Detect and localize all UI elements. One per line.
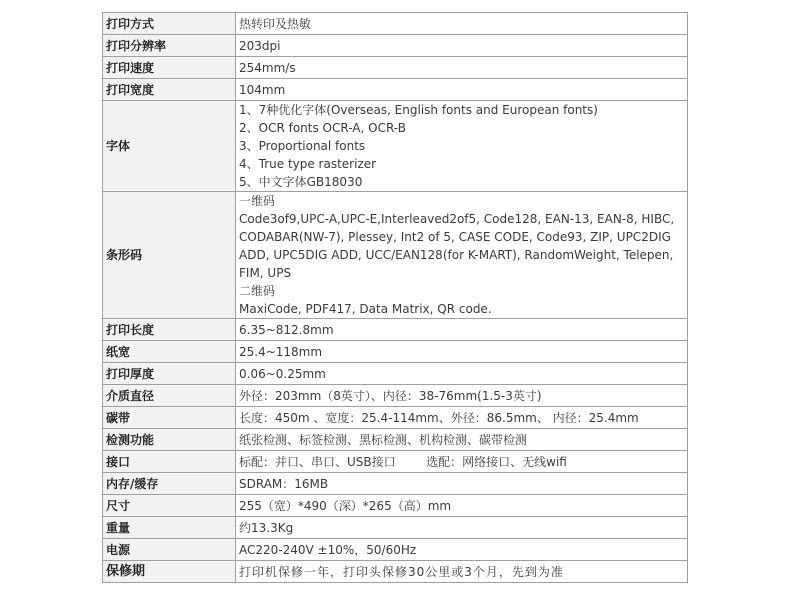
value-memory — [236, 473, 688, 495]
value-line: 254mm/s — [239, 60, 296, 75]
value-line: 3、Proportional fonts — [239, 139, 366, 153]
value-print-method — [236, 13, 688, 35]
value-line: 1、7种优化字体(Overseas, English fonts and European fonts) — [239, 103, 598, 117]
value-line: 203dpi — [239, 38, 281, 53]
row-print-length — [103, 319, 688, 341]
label-media-diameter: 介质直径 — [103, 385, 236, 407]
value-line: 一维码 — [239, 194, 276, 208]
label-print-method: 打印方式 — [103, 13, 236, 35]
row-ribbon — [103, 407, 688, 429]
value-line: 6.35~812.8mm — [239, 322, 334, 337]
row-fonts — [103, 101, 688, 192]
label-fonts: 字体 — [103, 101, 236, 192]
value-line: 打印机保修一年，打印头保修30公里或3个月，先到为准 — [239, 564, 564, 579]
value-paper-width — [236, 341, 688, 363]
row-print-speed — [103, 57, 688, 79]
row-media-diameter — [103, 385, 688, 407]
value-line: 255（宽）*490（深）*265（高）mm — [239, 498, 452, 513]
value-line: 外径：203mm（8英寸）、内径：38-76mm(1.5-3英寸) — [239, 388, 542, 403]
label-power: 电源 — [103, 539, 236, 561]
value-power — [236, 539, 688, 561]
value-barcodes — [236, 192, 688, 319]
value-weight — [236, 517, 688, 539]
label-detection: 检测功能 — [103, 429, 236, 451]
value-media-diameter — [236, 385, 688, 407]
label-print-thickness: 打印厚度 — [103, 363, 236, 385]
row-resolution — [103, 35, 688, 57]
row-dimensions — [103, 495, 688, 517]
value-resolution — [236, 35, 688, 57]
row-print-method — [103, 13, 688, 35]
label-interface: 接口 — [103, 451, 236, 473]
row-print-thickness — [103, 363, 688, 385]
label-dimensions: 尺寸 — [103, 495, 236, 517]
row-memory — [103, 473, 688, 495]
value-line: FIM, UPS — [239, 266, 292, 280]
value-print-length — [236, 319, 688, 341]
value-line: 约13.3Kg — [239, 520, 294, 535]
label-memory: 内存/缓存 — [103, 473, 236, 495]
label-barcodes: 条形码 — [103, 192, 236, 319]
label-resolution: 打印分辨率 — [103, 35, 236, 57]
value-print-speed — [236, 57, 688, 79]
label-weight: 重量 — [103, 517, 236, 539]
value-print-width — [236, 79, 688, 101]
label-print-speed: 打印速度 — [103, 57, 236, 79]
row-barcodes — [103, 192, 688, 319]
value-line: 5、中文字体GB18030 — [239, 175, 363, 189]
spec-table — [102, 12, 688, 583]
row-paper-width — [103, 341, 688, 363]
value-line: SDRAM：16MB — [239, 476, 329, 491]
value-line: CODABAR(NW-7), Plessey, Int2 of 5, CASE CODE, Code93, ZIP, UPC2DIG — [239, 230, 671, 244]
value-line: 标配：并口、串口、USB接口 选配：网络接口、无线wifi — [239, 454, 567, 469]
value-line: 热转印及热敏 — [239, 16, 312, 31]
row-weight — [103, 517, 688, 539]
value-fonts — [236, 101, 688, 192]
value-line: ADD, UPC5DIG ADD, UCC/EAN128(for K-MART), RandomWeight, Telepen, — [239, 248, 674, 262]
value-print-thickness — [236, 363, 688, 385]
value-line: 2、OCR fonts OCR-A, OCR-B — [239, 121, 406, 135]
value-line: 25.4~118mm — [239, 344, 323, 359]
row-interface — [103, 451, 688, 473]
label-warranty: 保修期 — [103, 561, 236, 583]
value-line: 0.06~0.25mm — [239, 366, 326, 381]
value-warranty — [236, 561, 688, 583]
label-ribbon: 碳带 — [103, 407, 236, 429]
value-line: 4、True type rasterizer — [239, 157, 377, 171]
label-print-length: 打印长度 — [103, 319, 236, 341]
row-print-width — [103, 79, 688, 101]
row-warranty — [103, 561, 688, 583]
label-print-width: 打印宽度 — [103, 79, 236, 101]
row-power — [103, 539, 688, 561]
value-line: 104mm — [239, 82, 286, 97]
value-line: 长度：450m 、宽度：25.4-114mm、外径：86.5mm、 内径：25.4mm — [239, 410, 639, 425]
value-ribbon — [236, 407, 688, 429]
value-line: AC220-240V ±10%，50/60Hz — [239, 542, 417, 557]
value-line: 纸张检测、标签检测、黑标检测、机构检测、碳带检测 — [239, 432, 528, 447]
value-line: MaxiCode, PDF417, Data Matrix, QR code. — [239, 302, 492, 316]
value-line: 二维码 — [239, 284, 276, 298]
label-paper-width: 纸宽 — [103, 341, 236, 363]
value-line: Code3of9,UPC-A,UPC-E,Interleaved2of5, Code128, EAN-13, EAN-8, HIBC, — [239, 212, 675, 226]
value-interface — [236, 451, 688, 473]
row-detection — [103, 429, 688, 451]
value-detection — [236, 429, 688, 451]
value-dimensions — [236, 495, 688, 517]
